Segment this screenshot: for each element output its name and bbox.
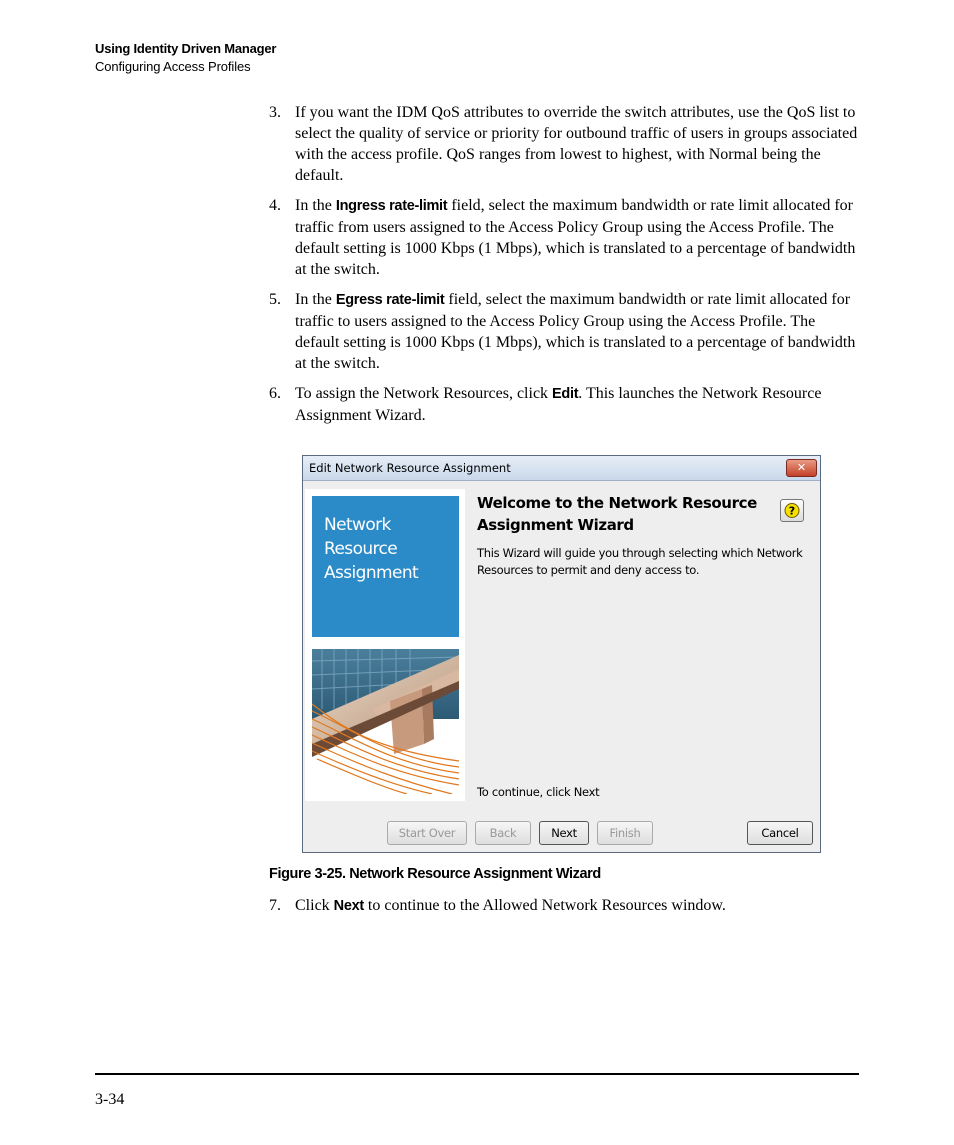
step-text-rest: to continue to the Allowed Network Resources window. [363, 897, 726, 914]
close-icon: ✕ [796, 461, 807, 474]
step-3 [269, 102, 861, 186]
step-keyword: Next [333, 898, 364, 914]
step-number: 3. [269, 104, 281, 121]
step-7 [269, 895, 861, 917]
step-text-rest: field, select the maximum bandwidth or rate limit allocated for traffic from users assigned to the Access Policy Group using the Access Profile. The default setting is 1000 Kbps (1 Mbps), which is translated to a percentage of bandwidth at the switch. [295, 197, 856, 278]
step-list-continued [269, 895, 861, 926]
step-number: 7. [269, 897, 281, 914]
wizard-dialog [302, 455, 821, 853]
close-button[interactable] [786, 459, 817, 477]
step-text-lead: To assign the Network Resources, click [295, 385, 553, 402]
wizard-sidebar [305, 489, 465, 801]
dialog-title: Edit Network Resource Assignment [309, 461, 511, 475]
banner-line: Network [324, 515, 391, 535]
step-text: If you want the IDM QoS attributes to override the switch attributes, use the QoS list to select the quality of service or priority for outbound traffic of users in groups associated with the access profile. QoS ranges from lowest to highest, with Normal being the default. [295, 104, 858, 184]
step-4 [269, 195, 861, 280]
step-list [269, 102, 861, 435]
figure-caption: Figure 3-25. Network Resource Assignment Wizard [269, 866, 601, 882]
wizard-banner [312, 496, 459, 637]
continue-instruction: To continue, click Next [477, 785, 600, 799]
step-keyword: Edit [552, 386, 579, 402]
help-button[interactable] [780, 499, 804, 522]
page-number: 3-34 [95, 1091, 125, 1108]
back-button[interactable]: Back [475, 821, 531, 845]
wizard-description: This Wizard will guide you through selecting which Network Resources to permit and deny access to. [477, 546, 803, 577]
step-keyword: Egress rate-limit [335, 292, 445, 308]
banner-line: Assignment [324, 563, 419, 583]
footer-divider [95, 1073, 859, 1075]
svg-text:?: ? [788, 504, 796, 518]
step-text-rest: field, select the maximum bandwidth or rate limit allocated for traffic to users assigned to the Access Policy Group using the Access Profile. The default setting is 1000 Kbps (1 Mbps), which is translated to a percentage of bandwidth at the switch. [295, 291, 856, 372]
step-text-rest: . This launches the Network Resource Assignment Wizard. [295, 385, 822, 424]
step-6 [269, 383, 861, 426]
start-over-button[interactable]: Start Over [387, 821, 467, 845]
running-header-title: Using Identity Driven Manager [95, 41, 277, 56]
step-number: 5. [269, 291, 281, 308]
cancel-button[interactable]: Cancel [747, 821, 813, 845]
next-button[interactable]: Next [539, 821, 589, 845]
running-header-subtitle: Configuring Access Profiles [95, 59, 251, 74]
dialog-titlebar[interactable] [303, 456, 820, 481]
step-text-lead: In the [295, 197, 336, 214]
wizard-banner-title [324, 513, 418, 585]
step-text-lead: Click [295, 897, 334, 914]
step-number: 6. [269, 385, 281, 402]
architecture-photo [312, 649, 459, 794]
finish-button[interactable]: Finish [597, 821, 653, 845]
step-5 [269, 289, 861, 374]
step-number: 4. [269, 197, 281, 214]
step-keyword: Ingress rate-limit [335, 198, 448, 214]
wizard-content [476, 489, 816, 801]
help-icon [781, 500, 803, 521]
banner-line: Resource [324, 539, 398, 559]
step-text-lead: In the [295, 291, 336, 308]
welcome-heading: Welcome to the Network Resource Assignment Wizard [477, 494, 757, 534]
